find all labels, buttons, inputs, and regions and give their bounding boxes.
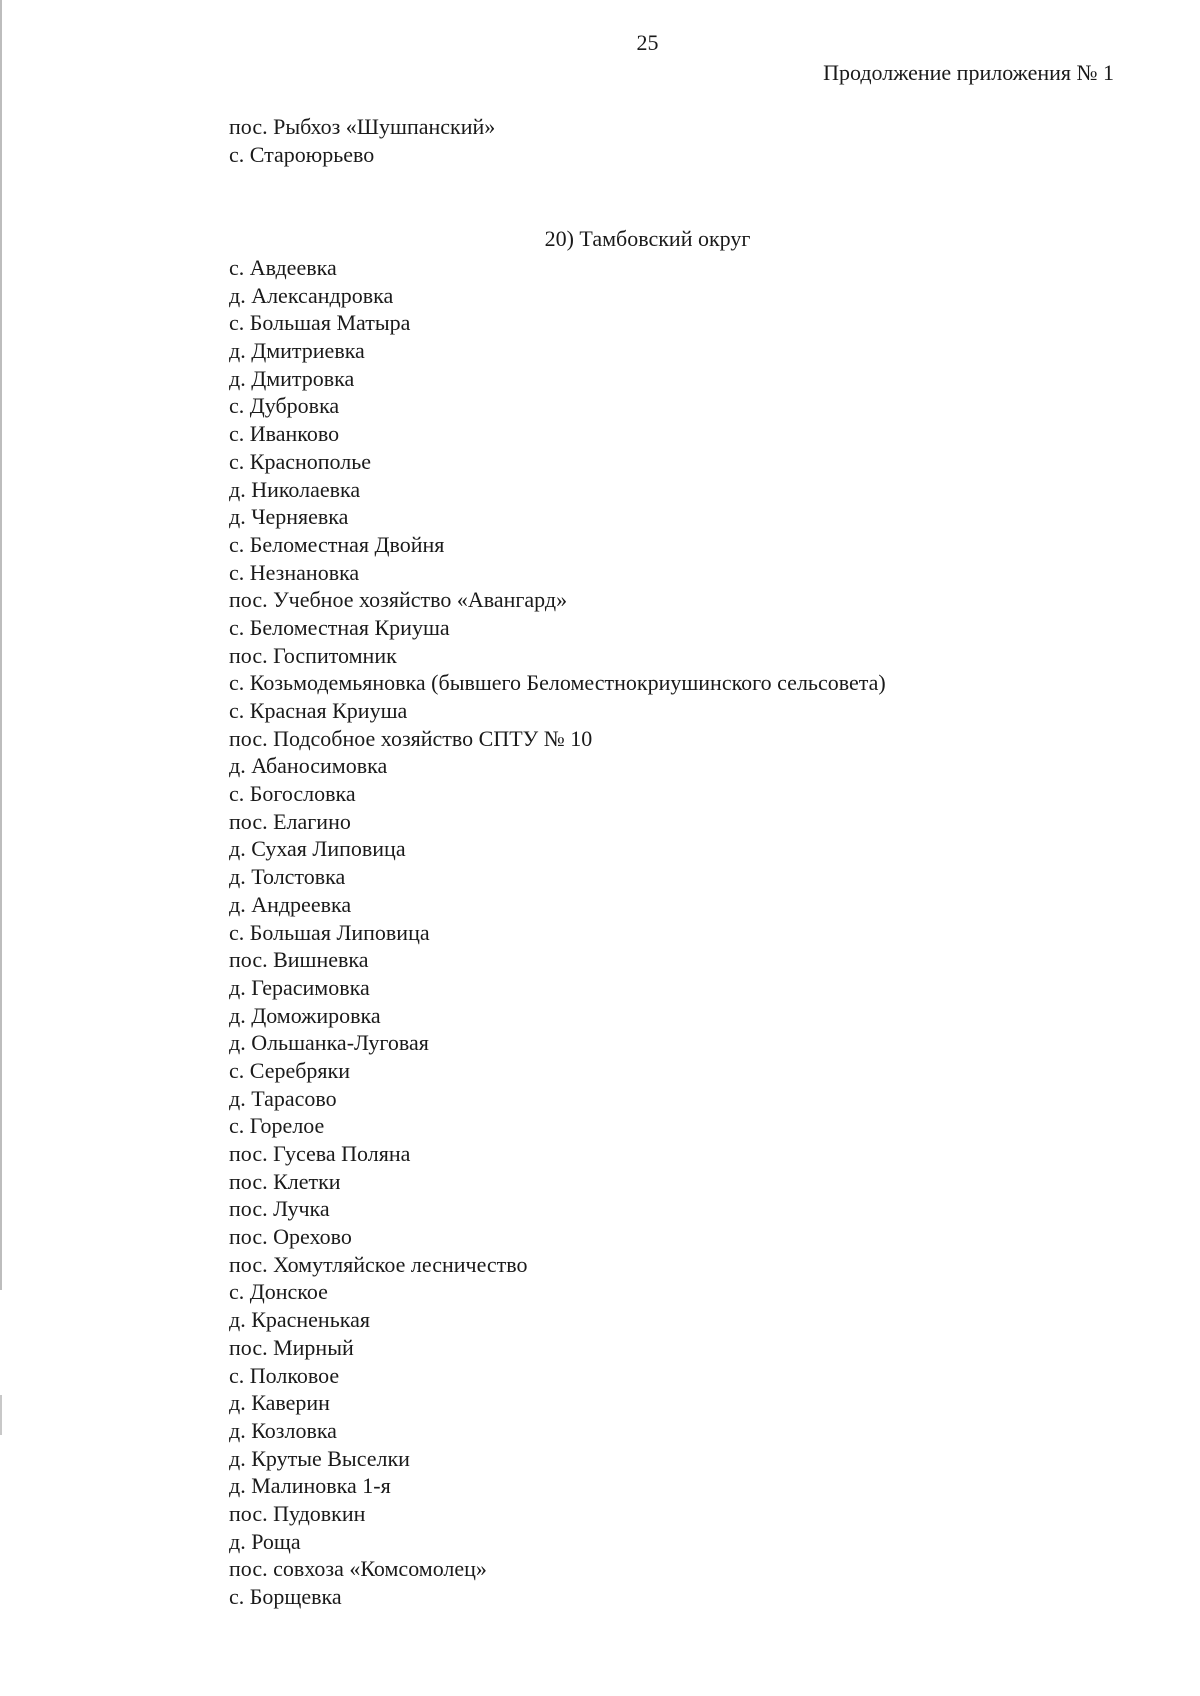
appendix-continuation-note: Продолжение приложения № 1 [823, 60, 1114, 85]
page-number: 25 [636, 30, 659, 55]
list-item: с. Незнановка [229, 559, 360, 585]
list-item: с. Староюрьево [229, 142, 375, 167]
list-item: д. Герасимовка [229, 974, 370, 1000]
list-item: д. Крутые Выселки [229, 1445, 410, 1471]
list-item: с. Донское [229, 1279, 328, 1305]
list-item: д. Козловка [229, 1417, 337, 1443]
list-item: с. Борщевка [229, 1584, 342, 1609]
scan-edge-mark [0, 1395, 2, 1435]
list-item: пос. Клетки [229, 1168, 341, 1194]
list-item: пос. Гусева Поляна [229, 1141, 411, 1166]
list-item: д. Тарасово [229, 1085, 337, 1111]
list-item: д. Дмитриевка [229, 338, 365, 364]
list-item: с. Горелое [229, 1113, 325, 1139]
list-item: пос. Мирный [229, 1334, 354, 1360]
scan-edge-line [0, 0, 2, 1290]
list-item: с. Полковое [229, 1362, 340, 1388]
list-item: с. Авдеевка [229, 255, 337, 280]
list-item: пос. Лучка [229, 1196, 330, 1222]
list-item: д. Толстовка [229, 864, 346, 890]
list-item: д. Малиновка 1-я [229, 1473, 391, 1499]
list-item: с. Большая Матыра [229, 310, 411, 336]
list-item: с. Дубровка [229, 393, 340, 419]
list-item: д. Каверин [229, 1390, 330, 1416]
list-item: с. Иванково [229, 421, 340, 447]
locality-list [229, 254, 886, 1611]
list-item: д. Николаевка [229, 476, 361, 502]
list-item: пос. Подсобное хозяйство СПТУ № 10 [229, 725, 593, 751]
list-item: с. Красная Криуша [229, 698, 408, 723]
list-item: с. Богословка [229, 781, 356, 807]
list-item: пос. Пудовкин [229, 1500, 366, 1526]
list-item: с. Большая Липовица [229, 919, 430, 945]
list-item: с. Беломестная Двойня [229, 531, 445, 557]
list-item: д. Сухая Липовица [229, 836, 406, 862]
list-item: д. Абаносимовка [229, 753, 388, 779]
list-item: д. Ольшанка-Луговая [229, 1030, 429, 1056]
list-item: д. Андреевка [229, 891, 352, 917]
list-item: д. Дмитровка [229, 365, 355, 391]
list-item: пос. Хомутляйское лесничество [229, 1251, 528, 1277]
list-item: с. Беломестная Криуша [229, 614, 450, 640]
list-item: пос. совхоза «Комсомолец» [229, 1556, 487, 1582]
list-item: д. Красненькая [229, 1307, 370, 1333]
list-item: с. Краснополье [229, 448, 372, 474]
list-item: пос. Вишневка [229, 947, 369, 973]
list-item: пос. Рыбхоз «Шушпанский» [229, 114, 496, 139]
list-item: д. Доможировка [229, 1002, 381, 1028]
list-item: пос. Орехово [229, 1224, 352, 1250]
list-item: д. Александровка [229, 282, 394, 308]
list-item: с. Козьмодемьяновка (бывшего Беломестнокриушинского сельсовета) [229, 670, 886, 696]
list-item: пос. Учебное хозяйство «Авангард» [229, 587, 568, 613]
list-item: пос. Госпитомник [229, 642, 397, 668]
list-item: с. Серебряки [229, 1057, 351, 1083]
list-item: пос. Елагино [229, 808, 351, 834]
continued-locality-list [229, 113, 495, 169]
section-heading: 20) Тамбовский округ [544, 226, 751, 251]
list-item: д. Роща [229, 1528, 301, 1554]
list-item: д. Черняевка [229, 504, 349, 530]
